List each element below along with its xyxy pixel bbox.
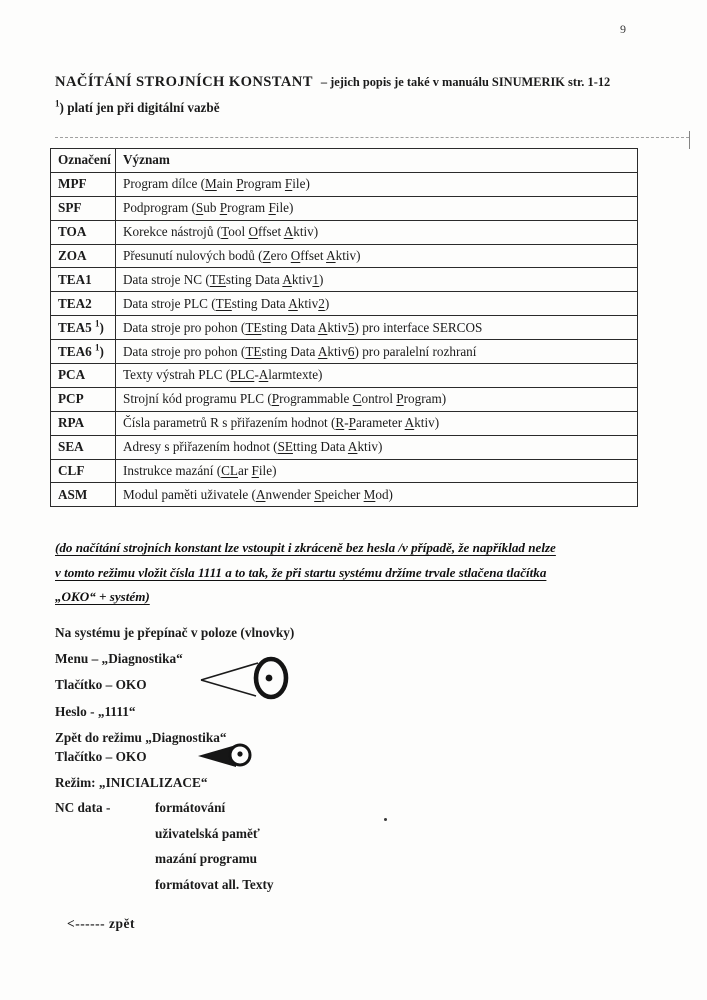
- table-row: [51, 172, 638, 196]
- constant-meaning: Adresy s přiřazením hodnot (SEtting Data Aktiv): [116, 435, 638, 459]
- page-title-suffix: – jejich popis je také v manuálu SINUMERIK str. 1-12: [320, 75, 611, 89]
- constant-code: TOA: [51, 220, 116, 244]
- shortcut-note: [55, 536, 705, 610]
- footnote-definition: [55, 100, 220, 116]
- instruction-password: Heslo - „1111“: [55, 704, 136, 719]
- table-row: [51, 387, 638, 411]
- oko-eye-icon: [197, 656, 293, 702]
- constant-meaning: Data stroje pro pohon (TEsting Data Aktiv5) pro interface SERCOS: [116, 316, 638, 340]
- constant-meaning: Podprogram (Sub Program File): [116, 196, 638, 220]
- table-row: [51, 435, 638, 459]
- constant-meaning: Čísla parametrů R s přiřazením hodnot (R-Parameter Aktiv): [116, 411, 638, 435]
- constant-code: ZOA: [51, 244, 116, 268]
- back-arrow-label: <------ zpět: [67, 916, 136, 931]
- constant-code: SPF: [51, 196, 116, 220]
- constant-meaning: Data stroje NC (TEsting Data Aktiv1): [116, 268, 638, 292]
- nc-data-item: mazání programu: [155, 851, 258, 866]
- table-row: [51, 340, 638, 364]
- scan-artifact-dot: [384, 818, 387, 821]
- instruction-switch-position: Na systému je přepínač v poloze (vlnovky): [55, 625, 295, 640]
- page-number: 9: [620, 22, 626, 36]
- constant-meaning: Korekce nástrojů (Tool Offset Aktiv): [116, 220, 638, 244]
- scan-artifact-tick: [689, 131, 690, 149]
- nc-data-item: formátování: [155, 800, 226, 815]
- constant-code: MPF: [51, 172, 116, 196]
- constant-code: TEA5 $^1$): [51, 316, 116, 340]
- constant-meaning: Texty výstrah PLC (PLC-Alarmtexte): [116, 364, 638, 388]
- constant-meaning: Data stroje PLC (TEsting Data Aktiv2): [116, 292, 638, 316]
- shortcut-note-line: „OKO“ + systém): [55, 589, 150, 605]
- instruction-button-oko-1: Tlačítko – OKO: [55, 677, 147, 692]
- instruction-back-to-diagnostika: Zpět do režimu „Diagnostika“: [55, 730, 227, 745]
- table-row: [51, 220, 638, 244]
- nc-data-item: uživatelská paměť: [155, 825, 260, 841]
- constant-meaning: Program dílce (Main Program File): [116, 172, 638, 196]
- instruction-mode-inicializace: Režim: „INICIALIZACE“: [55, 775, 208, 790]
- table-row: [51, 459, 638, 483]
- nc-data-item: formátovat all. Texty: [155, 876, 274, 892]
- constants-table: [50, 148, 638, 507]
- table-row: [51, 292, 638, 316]
- shortcut-note-line: (do načítání strojních konstant lze vstoupit i zkráceně bez hesla /v případě, že například nelze: [55, 540, 556, 555]
- table-header-row: [51, 149, 638, 173]
- column-header-vyznam: Význam: [116, 149, 638, 173]
- table-row: [51, 244, 638, 268]
- instruction-menu-diagnostika: Menu – „Diagnostika“: [55, 651, 183, 666]
- page-title: [55, 73, 610, 91]
- table-row: [51, 268, 638, 292]
- table-row: [51, 411, 638, 435]
- constant-code: TEA1: [51, 268, 116, 292]
- constant-meaning: Strojní kód programu PLC (Programmable Control Program): [116, 387, 638, 411]
- column-header-oznaceni: Označení: [51, 149, 116, 173]
- constant-code: PCA: [51, 364, 116, 388]
- constant-code: RPA: [51, 411, 116, 435]
- constant-code: SEA: [51, 435, 116, 459]
- table-row: [51, 364, 638, 388]
- constant-code: ASM: [51, 483, 116, 507]
- footnote-sup: 1: [55, 98, 60, 109]
- footnote-text: ) platí jen při digitální vazbě: [59, 100, 220, 115]
- shortcut-note-line: v tomto režimu vložit čísla 1111 a to tak, že při startu systému držíme trvale stlačena tlačítka: [55, 564, 547, 580]
- instruction-button-oko-2: Tlačítko – OKO: [55, 749, 147, 764]
- constant-meaning: Instrukce mazání (CLar File): [116, 459, 638, 483]
- nc-data-label: NC data -: [55, 800, 111, 815]
- constant-code: TEA2: [51, 292, 116, 316]
- table-row: [51, 483, 638, 507]
- page-title-main: NAČÍTÁNÍ STROJNÍCH KONSTANT: [55, 74, 313, 90]
- table-row: [51, 316, 638, 340]
- table-row: [51, 196, 638, 220]
- scan-artifact-line: [55, 137, 689, 138]
- constant-meaning: Data stroje pro pohon (TEsting Data Aktiv6) pro paralelní rozhraní: [116, 340, 638, 364]
- oko-eye-icon: [196, 739, 258, 773]
- constant-code: CLF: [51, 459, 116, 483]
- constant-code: TEA6 $^1$): [51, 340, 116, 364]
- constant-meaning: Modul paměti uživatele (Anwender Speicher Mod): [116, 483, 638, 507]
- constant-code: PCP: [51, 387, 116, 411]
- constant-meaning: Přesunutí nulových bodů (Zero Offset Aktiv): [116, 244, 638, 268]
